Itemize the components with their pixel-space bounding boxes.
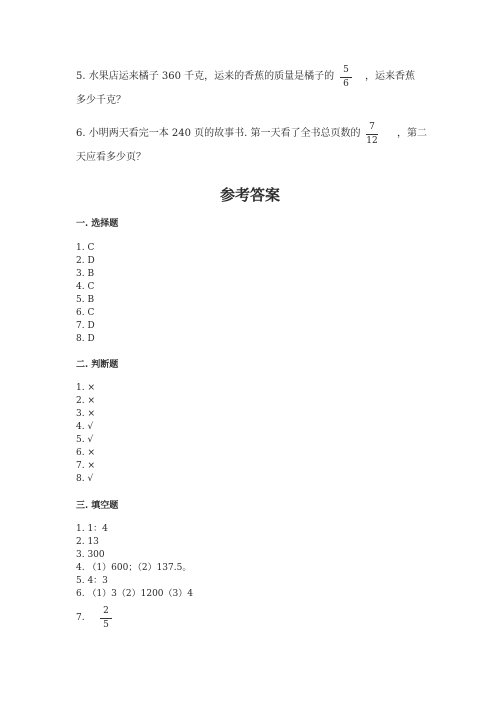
answer-item: 2. D — [76, 256, 95, 266]
question-5-line2: 多少千克？ — [76, 95, 126, 106]
answer-item: 2. 13 — [76, 537, 99, 547]
fraction-numerator: 2 — [103, 606, 109, 616]
fraction-numerator: 5 — [343, 65, 349, 75]
answer-item: 8. √ — [76, 474, 94, 484]
answer-item: 7. × — [76, 461, 95, 471]
fraction-bar — [100, 618, 112, 619]
fraction-numerator: 7 — [369, 122, 375, 132]
question-6-line1-end: ，第二 — [397, 128, 427, 139]
fraction-denominator: 12 — [366, 136, 378, 146]
fraction-denominator: 5 — [103, 620, 109, 630]
question-6-line2: 天应看多少页？ — [76, 152, 146, 163]
answer-item: 5. √ — [76, 435, 94, 445]
section-title-judge: 二. 判断题 — [76, 360, 119, 370]
section-title-choice: 一. 选择题 — [76, 219, 119, 229]
question-5-line1-end: ，运来香蕉 — [365, 71, 415, 82]
answer-item: 3. B — [76, 269, 95, 279]
question-5-text: 5. 水果店运来橘子 360 千克，运来的香蕉的质量是橘子的 — [76, 71, 335, 82]
answer-item: 8. D — [76, 334, 95, 344]
question-5-fraction — [340, 65, 352, 90]
question-6-fraction — [366, 122, 378, 147]
answer-item: 1. × — [76, 383, 95, 393]
answer-item: 5. B — [76, 295, 95, 305]
answer-item: 1. C — [76, 243, 95, 253]
fraction-bar — [366, 134, 378, 135]
answer-item: 3. × — [76, 409, 95, 419]
answer-item-7-label: 7. — [76, 613, 85, 623]
question-6-line1: 6. 小明两天看完一本 240 页的故事书. 第一天看了全书总页数的 — [76, 128, 361, 139]
answer-item: 1. 1：4 — [76, 524, 108, 534]
answer-item: 4. √ — [76, 422, 94, 432]
section-title-fill: 三. 填空题 — [76, 501, 119, 511]
answer-item: 4. C — [76, 282, 95, 292]
answer-item: 2. × — [76, 396, 95, 406]
answer-item: 6. C — [76, 308, 95, 318]
fraction-bar — [340, 77, 352, 78]
answer-item: 6. （1）3（2）1200（3）4 — [76, 589, 193, 599]
answer-7-fraction — [100, 606, 112, 631]
answers-title: 参考答案 — [219, 186, 280, 204]
answer-item: 3. 300 — [76, 550, 105, 560]
question-5-line1 — [76, 70, 334, 84]
answer-item: 5. 4：3 — [76, 576, 108, 586]
answer-item: 7. D — [76, 321, 95, 331]
answer-item: 4. （1）600；（2）137.5。 — [76, 563, 192, 573]
fraction-denominator: 6 — [343, 79, 349, 89]
answer-item: 6. × — [76, 448, 95, 458]
